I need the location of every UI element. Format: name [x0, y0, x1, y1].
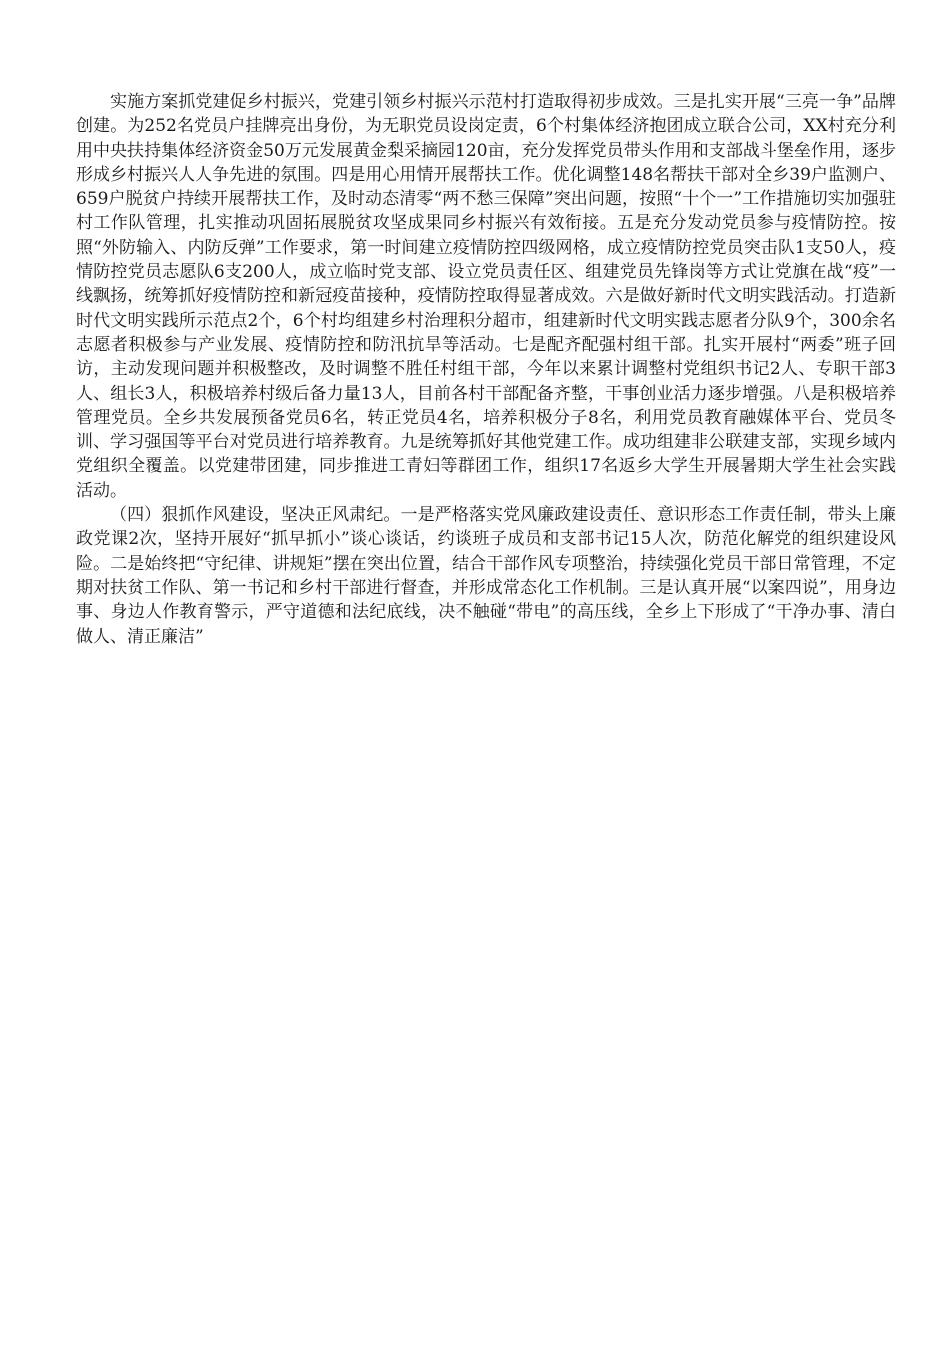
document-body: [76, 90, 896, 649]
paragraph-work-style: （四）狠抓作风建设，坚决正风肃纪。一是严格落实党风廉政建设责任、意识形态工作责任制，带头上廉政党课2次，坚持开展好“抓早抓小”谈心谈话，约谈班子成员和支部书记15人次，防范化解党的组织建设风险。二是始终把“守纪律、讲规矩”摆在突出位置，结合干部作风专项整治，持续强化党员干部日常管理，不定期对扶贫工作队、第一书记和乡村干部进行督查，并形成常态化工作机制。三是认真开展“以案四说”，用身边事、身边人作教育警示，严守道德和法纪底线，决不触碰“带电”的高压线，全乡上下形成了“干净办事、清白做人、清正廉洁”: [76, 505, 896, 647]
paragraph-party-building: 实施方案抓党建促乡村振兴，党建引领乡村振兴示范村打造取得初步成效。三是扎实开展“三亮一争”品牌创建。为252名党员户挂牌亮出身份，为无职党员设岗定责，6个村集体经济抱团成立联合公司，XX村充分利用中央扶持集体经济资金50万元发展黄金梨采摘园120亩，充分发挥党员带头作用和支部战斗堡垒作用，逐步形成乡村振兴人人争先进的氛围。四是用心用情开展帮扶工作。优化调整148名帮扶干部对全乡39户监测户、659户脱贫户持续开展帮扶工作，及时动态清零“两不愁三保障”突出问题，按照“十个一”工作措施切实加强驻村工作队管理，扎实推动巩固拓展脱贫攻坚成果同乡村振兴有效衔接。五是充分发动党员参与疫情防控。按照“外防输入、内防反弹”工作要求，第一时间建立疫情防控四级网格，成立疫情防控党员突击队1支50人，疫情防控党员志愿队6支200人，成立临时党支部、设立党员责任区、组建党员先锋岗等方式让党旗在战“疫”一线飘扬，统筹抓好疫情防控和新冠疫苗接种，疫情防控取得显著成效。六是做好新时代文明实践活动。打造新时代文明实践所示范点2个，6个村均组建乡村治理积分超市，组建新时代文明实践志愿者分队9个，300余名志愿者积极参与产业发展、疫情防控和防汛抗旱等活动。七是配齐配强村组干部。扎实开展村“两委”班子回访，主动发现问题并积极整改，及时调整不胜任村组干部，今年以来累计调整村党组织书记2人、专职干部3人、组长3人，积极培养村级后备力量13人，目前各村干部配备齐整，干事创业活力逐步增强。八是积极培养管理党员。全乡共发展预备党员6名，转正党员4名，培养积极分子8名，利用党员教育融媒体平台、党员冬训、学习强国等平台对党员进行培养教育。九是统筹抓好其他党建工作。成功组建非公联建支部，实现乡域内党组织全覆盖。以党建带团建，同步推进工青妇等群团工作，组织17名返乡大学生开展暑期大学生社会实践活动。: [76, 92, 896, 501]
